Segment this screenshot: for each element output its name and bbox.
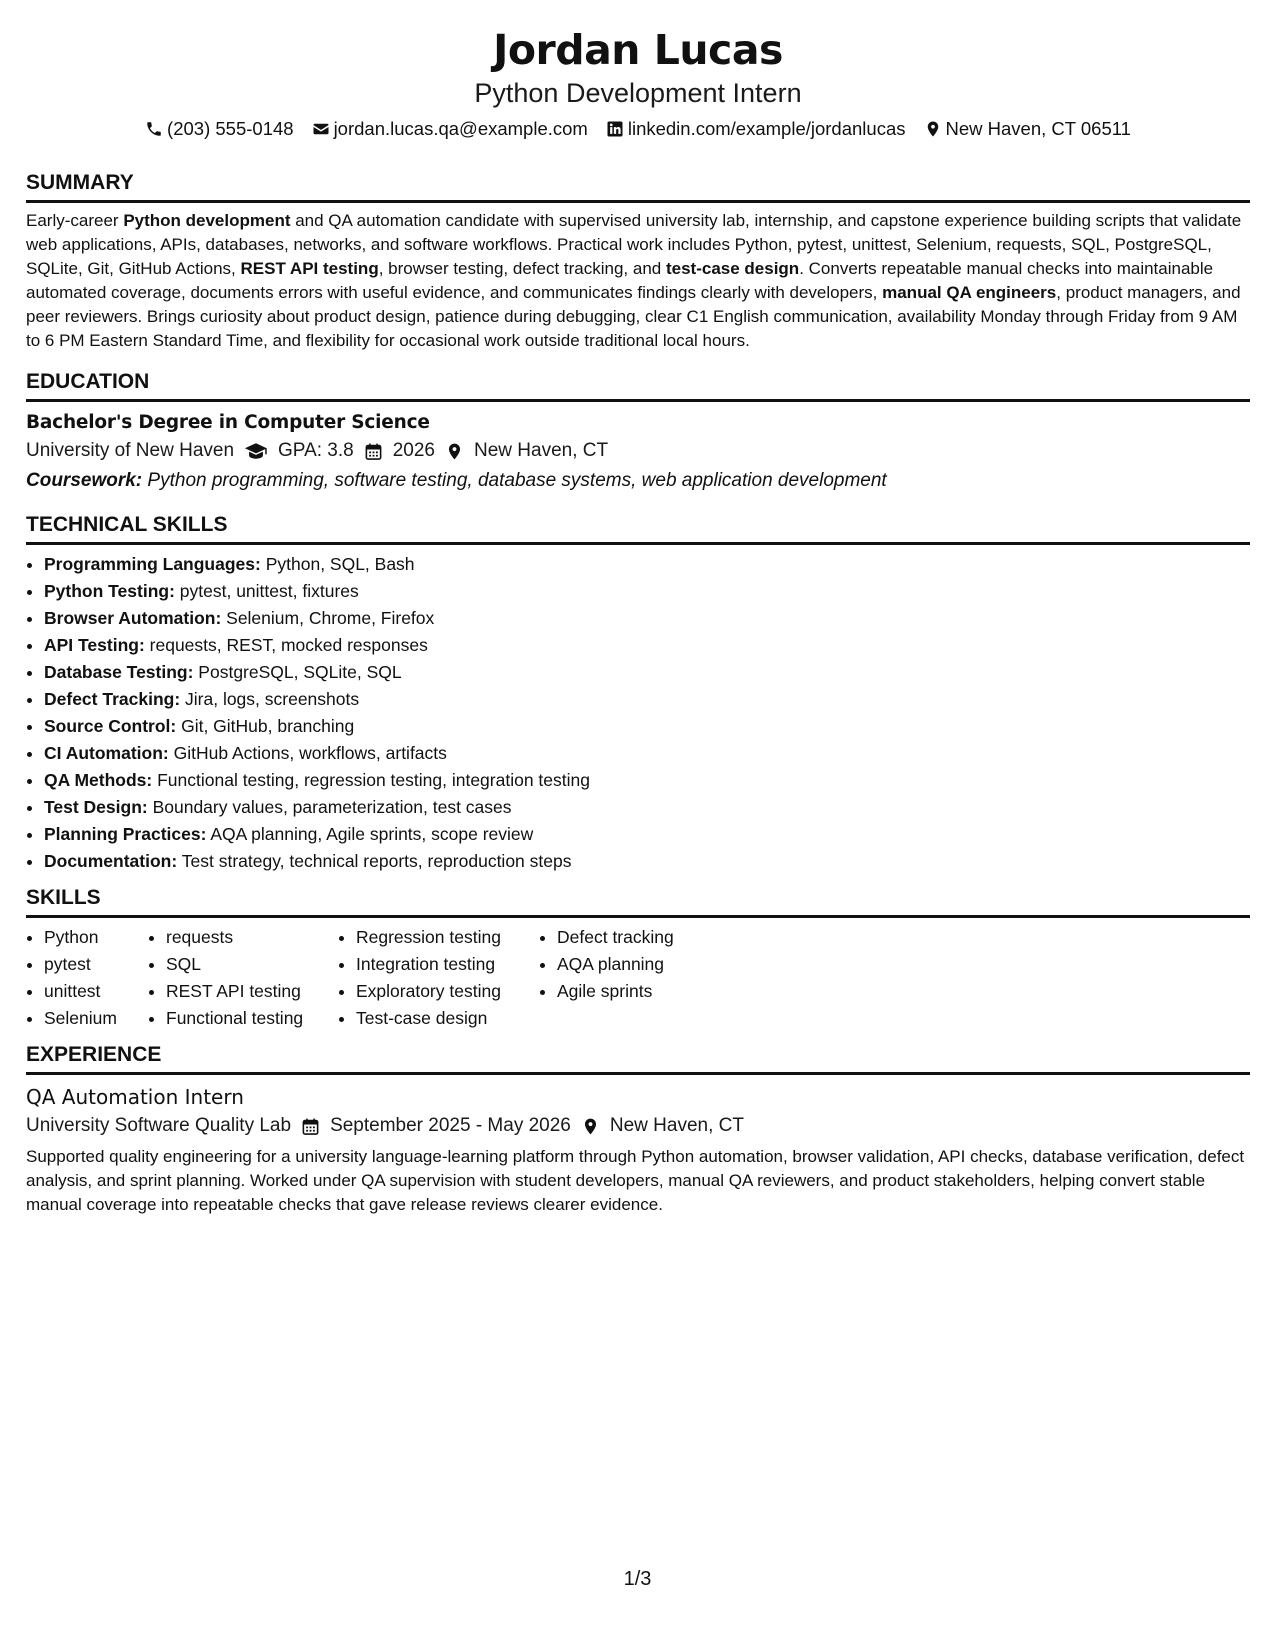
skill-item: • unittest	[44, 978, 148, 1005]
calendar-icon	[301, 1117, 320, 1136]
technical-skill-value: Test strategy, technical reports, reproduction steps	[177, 851, 572, 871]
technical-skill-label: Defect Tracking:	[44, 689, 181, 709]
experience-heading: EXPERIENCE	[26, 1042, 1250, 1075]
page-number: 1/3	[623, 1568, 652, 1590]
contact-location-text: New Haven, CT 06511	[945, 118, 1131, 139]
skill-item: • Defect tracking	[557, 924, 674, 951]
contact-linkedin[interactable]	[606, 116, 906, 142]
technical-skill-item	[44, 605, 1250, 632]
phone-icon	[145, 120, 163, 138]
technical-skill-value: GitHub Actions, workflows, artifacts	[168, 743, 447, 763]
technical-skill-label: Browser Automation:	[44, 608, 222, 628]
summary-fragment: , product managers, and peer reviewers. Brings curiosity about product design, patience during debugging, clear C1 English communication, availability Monday through Friday from 9 AM to 6 PM Eastern Standard Time, and flexibility for occasional work outside traditional local hours.	[26, 283, 1241, 350]
technical-skill-item	[44, 551, 1250, 578]
technical-skill-value: Jira, logs, screenshots	[180, 689, 360, 709]
technical-skill-item	[44, 659, 1250, 686]
skills-column	[338, 924, 539, 1032]
technical-skill-value: AQA planning, Agile sprints, scope review	[206, 824, 534, 844]
technical-skill-label: Source Control:	[44, 716, 177, 736]
skill-item: • Exploratory testing	[356, 978, 539, 1005]
technical-skill-item	[44, 713, 1250, 740]
contact-linkedin-text: linkedin.com/example/jordanlucas	[627, 118, 906, 139]
contact-phone-text: (203) 555-0148	[167, 118, 294, 139]
school-location: New Haven, CT	[474, 440, 609, 461]
summary-highlight: manual QA engineers	[882, 283, 1057, 302]
summary-fragment: . Converts repeatable manual checks into maintainable automated coverage, documents errors with useful evidence, and communicates findings clearly with developers,	[26, 259, 1214, 302]
technical-skill-item	[44, 632, 1250, 659]
technical-skill-label: QA Methods:	[44, 770, 153, 790]
job-organization: University Software Quality Lab	[26, 1115, 292, 1136]
job-dates: September 2025 - May 2026	[330, 1115, 571, 1136]
technical-skills-section	[26, 512, 1250, 875]
skill-item: • Test-case design	[356, 1005, 539, 1032]
technical-skill-item	[44, 794, 1250, 821]
graduation-year: 2026	[392, 440, 435, 461]
coursework-line	[26, 466, 1250, 496]
candidate-role: Python Development Intern	[474, 78, 802, 108]
resume-header	[26, 24, 1250, 142]
technical-skill-label: Database Testing:	[44, 662, 194, 682]
summary-highlight: Python development	[123, 211, 291, 230]
experience-section	[26, 1042, 1250, 1217]
technical-skill-value: Selenium, Chrome, Firefox	[221, 608, 435, 628]
technical-skill-item	[44, 578, 1250, 605]
technical-skill-value: requests, REST, mocked responses	[144, 635, 428, 655]
technical-skill-label: API Testing:	[44, 635, 145, 655]
technical-skill-label: Programming Languages:	[44, 554, 261, 574]
skill-item: • Selenium	[44, 1005, 148, 1032]
job-description: Supported quality engineering for a university language-learning platform through Python automation, browser validation, API checks, database verification, defect analysis, and sprint planning. Worked under QA supervision with student developers, manual QA reviewers, and product stakeholders, helping convert stable manual coverage into repeatable checks that gave release reviews clearer evidence.	[26, 1147, 1245, 1214]
technical-skill-label: Test Design:	[44, 797, 148, 817]
technical-skill-item	[44, 767, 1250, 794]
technical-skill-value: Git, GitHub, branching	[176, 716, 355, 736]
technical-skill-item	[44, 686, 1250, 713]
skill-item: • requests	[166, 924, 338, 951]
candidate-name: Jordan Lucas	[493, 26, 783, 74]
contact-email-text: jordan.lucas.qa@example.com	[333, 118, 588, 139]
skill-item: • Functional testing	[166, 1005, 338, 1032]
summary-highlight: REST API testing	[240, 259, 379, 278]
technical-skill-item	[44, 848, 1250, 875]
skill-item: • Python	[44, 924, 148, 951]
graduation-cap-icon	[244, 442, 268, 461]
coursework-text: Python programming, software testing, database systems, web application development	[147, 470, 887, 491]
technical-skill-item	[44, 821, 1250, 848]
skill-item: • REST API testing	[166, 978, 338, 1005]
technical-skill-label: Planning Practices:	[44, 824, 207, 844]
technical-skill-value: Python, SQL, Bash	[260, 554, 415, 574]
job-meta	[26, 1111, 1250, 1141]
skill-item: • AQA planning	[557, 951, 674, 978]
job-location: New Haven, CT	[609, 1115, 744, 1136]
school-name: University of New Haven	[26, 440, 235, 461]
technical-skill-label: CI Automation:	[44, 743, 169, 763]
summary-fragment: and QA automation candidate with supervised university lab, internship, and capstone experience building scripts that validate web applications, APIs, databases, networks, and software workflows. Practical work includes Python, pytest, unittest, Selenium, requests, SQL, PostgreSQL, SQLite, Git, GitHub Actions,	[26, 211, 1242, 278]
contact-phone[interactable]	[145, 116, 294, 142]
resume-page	[26, 0, 1250, 1650]
map-pin-icon	[445, 442, 464, 461]
education-section	[26, 369, 1250, 496]
map-pin-icon	[924, 120, 942, 138]
coursework-label: Coursework:	[26, 470, 143, 491]
technical-skill-value: PostgreSQL, SQLite, SQL	[193, 662, 402, 682]
degree-title: Bachelor's Degree in Computer Science	[26, 412, 430, 433]
contact-email[interactable]	[312, 116, 588, 142]
summary-heading: SUMMARY	[26, 170, 1250, 203]
summary-text	[26, 209, 1250, 353]
skill-item: • Integration testing	[356, 951, 539, 978]
summary-highlight: test-case design	[665, 259, 800, 278]
education-heading: EDUCATION	[26, 369, 1250, 402]
skills-column	[26, 924, 148, 1032]
skill-item: • Regression testing	[356, 924, 539, 951]
skill-item: • Agile sprints	[557, 978, 674, 1005]
skills-column	[148, 924, 338, 1032]
technical-skills-heading: TECHNICAL SKILLS	[26, 512, 1250, 545]
technical-skill-label: Documentation:	[44, 851, 178, 871]
technical-skill-value: Functional testing, regression testing, integration testing	[152, 770, 590, 790]
technical-skill-label: Python Testing:	[44, 581, 175, 601]
contact-line	[26, 116, 1250, 142]
skill-item: • SQL	[166, 951, 338, 978]
technical-skills-list	[26, 551, 1250, 875]
gpa: GPA: 3.8	[278, 440, 354, 461]
map-pin-icon	[581, 1117, 600, 1136]
technical-skill-value: pytest, unittest, fixtures	[174, 581, 359, 601]
summary-fragment: Early-career	[26, 211, 124, 230]
technical-skill-item	[44, 740, 1250, 767]
skill-item: • pytest	[44, 951, 148, 978]
linkedin-icon	[606, 120, 624, 138]
summary-fragment: , browser testing, defect tracking, and	[378, 259, 666, 278]
technical-skill-value: Boundary values, parameterization, test cases	[147, 797, 512, 817]
skills-heading: SKILLS	[26, 885, 1250, 918]
contact-location	[924, 116, 1131, 142]
job-title: QA Automation Intern	[26, 1085, 244, 1109]
skills-column	[539, 924, 674, 1032]
education-meta	[26, 436, 1250, 466]
skills-section	[26, 885, 1250, 1032]
calendar-icon	[364, 442, 383, 461]
summary-section	[26, 170, 1250, 353]
envelope-icon	[312, 120, 330, 138]
skills-columns	[26, 924, 1250, 1032]
